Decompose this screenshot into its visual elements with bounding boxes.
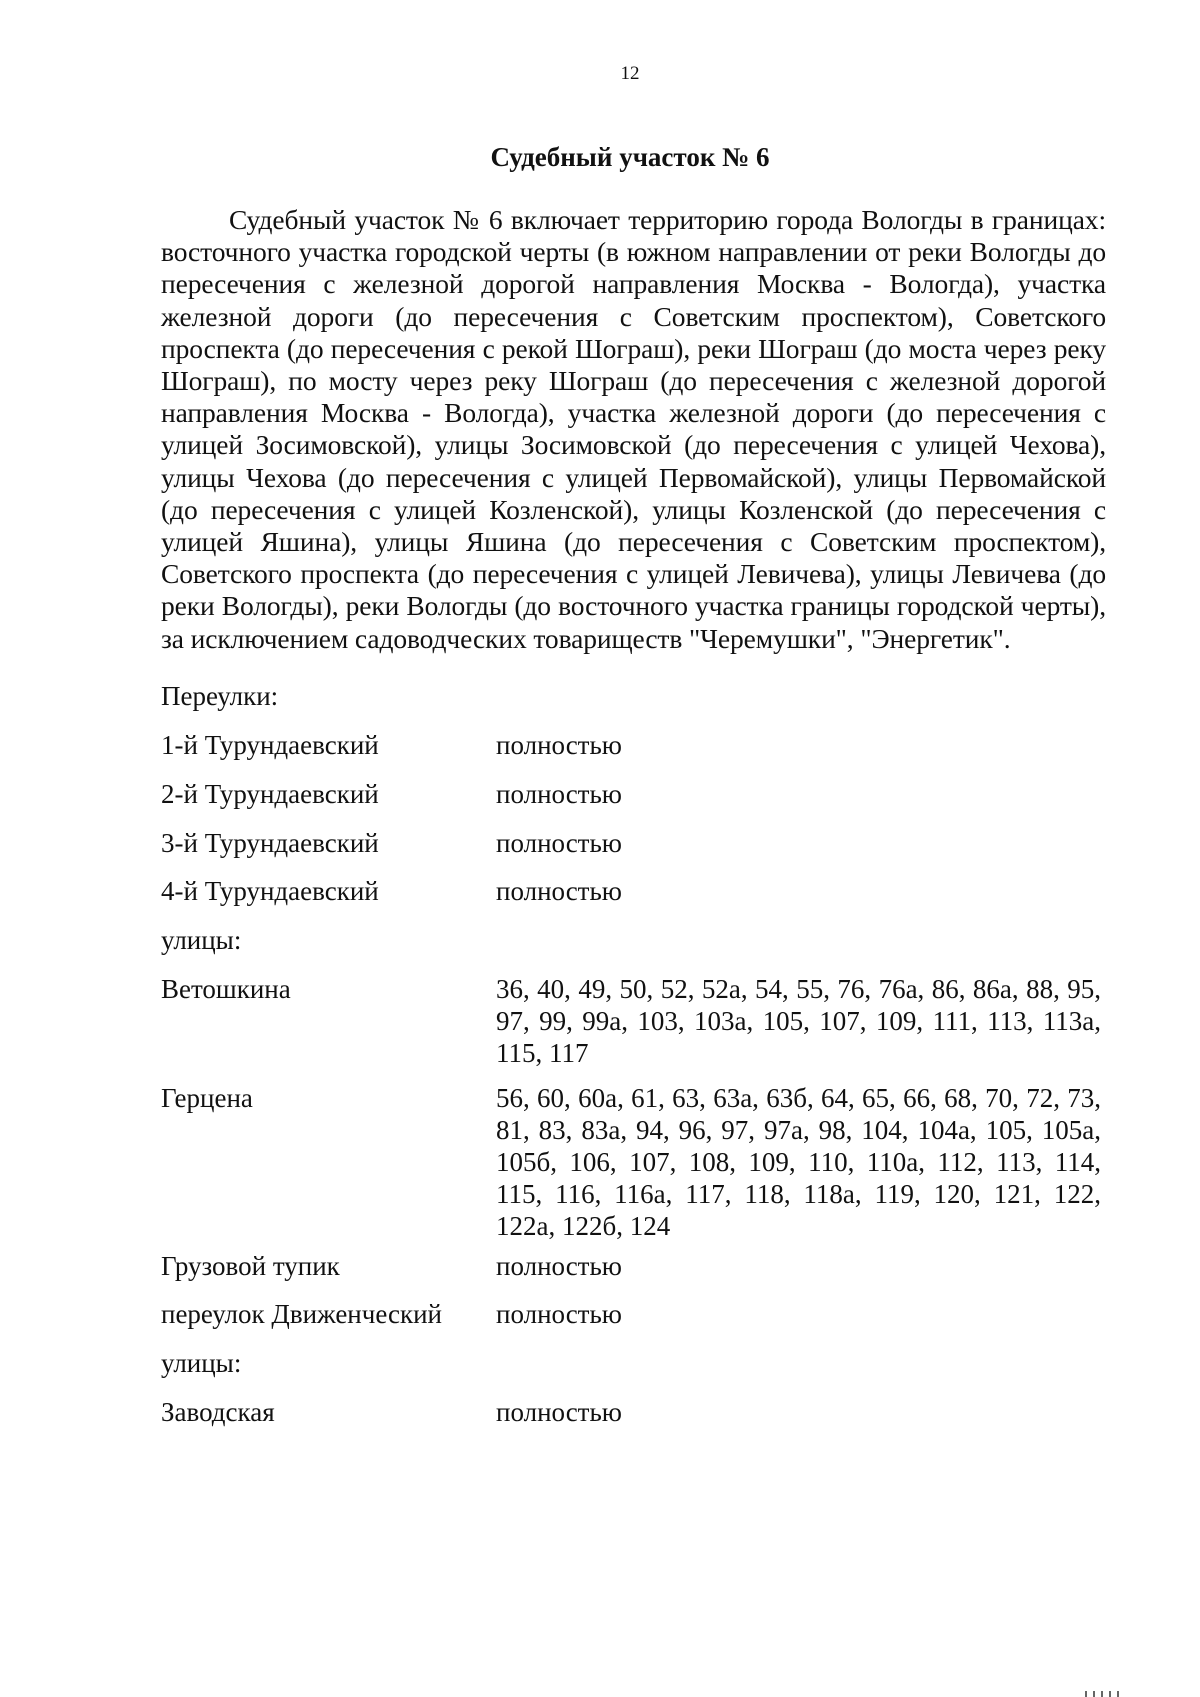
lane-name: 1-й Турундаевский	[161, 730, 379, 760]
street-name: Герцена	[161, 1083, 253, 1113]
street-name: Грузовой тупик	[161, 1251, 340, 1281]
lane-value: полностью	[496, 828, 622, 858]
streets-label: улицы:	[161, 925, 242, 955]
street-value: 56, 60, 60а, 61, 63, 63а, 63б, 64, 65, 66, 68, 70, 72, 73, 81, 83, 83а, 94, 96, 97, 97а, 98, 104, 104а, 105, 105а, 105б, 106, 107, 108, 109, 110, 110а, 112, 113, 114, 115, 116, 116а, 117, 118, 118а, 119, 120, 121, 122, 122а, 122б, 124	[496, 1083, 1101, 1241]
street-value: 36, 40, 49, 50, 52, 52а, 54, 55, 76, 76а, 86, 86а, 88, 95, 97, 99, 99а, 103, 103а, 105, 107, 109, 111, 113, 113а, 115, 117	[496, 974, 1101, 1068]
scan-artifact	[1085, 1691, 1145, 1697]
street-value: полностью	[496, 1397, 622, 1427]
page-number: 12	[620, 63, 640, 84]
lane-value: полностью	[496, 779, 622, 809]
lane-name: 3-й Турундаевский	[161, 828, 379, 858]
street-name: Ветошкина	[161, 974, 291, 1004]
street-name: переулок Движенческий	[161, 1299, 442, 1329]
page-title: Судебный участок № 6	[490, 142, 770, 172]
lane-name: 4-й Турундаевский	[161, 876, 379, 906]
lane-value: полностью	[496, 730, 622, 760]
street-value: полностью	[496, 1251, 622, 1281]
description-paragraph: Судебный участок № 6 включает территорию города Вологды в границах: восточного участка городской черты (в южном направлении от реки Вологды до пересечения с железной дорогой направления Москва - Вологда), участка железной дороги (до пересечения с Советским проспектом), Советского проспекта (до пересечения с рекой Шограш), реки Шограш (до моста через реку Шограш), по мосту через реку Шограш (до пересечения с железной дорогой направления Москва - Вологда), участка железной дороги (до пересечения с улицей Зосимовской), улицы Зосимовской (до пересечения с улицей Чехова), улицы Чехова (до пересечения с улицей Первомайской), улицы Первомайской (до пересечения с улицей Козленской), улицы Козленской (до пересечения с улицей Яшина), улицы Яшина (до пересечения с Советским проспектом), Советского проспекта (до пересечения с улицей Левичева), улицы Левичева (до реки Вологды), реки Вологды (до восточного участка границы городской черты), за исключением садоводческих товариществ "Черемушки", "Энергетик".	[161, 204, 1106, 654]
lane-name: 2-й Турундаевский	[161, 779, 379, 809]
lanes-label: Переулки:	[161, 681, 279, 711]
lane-value: полностью	[496, 876, 622, 906]
street-name: Заводская	[161, 1397, 275, 1427]
street-value: полностью	[496, 1299, 622, 1329]
streets-label: улицы:	[161, 1348, 242, 1378]
